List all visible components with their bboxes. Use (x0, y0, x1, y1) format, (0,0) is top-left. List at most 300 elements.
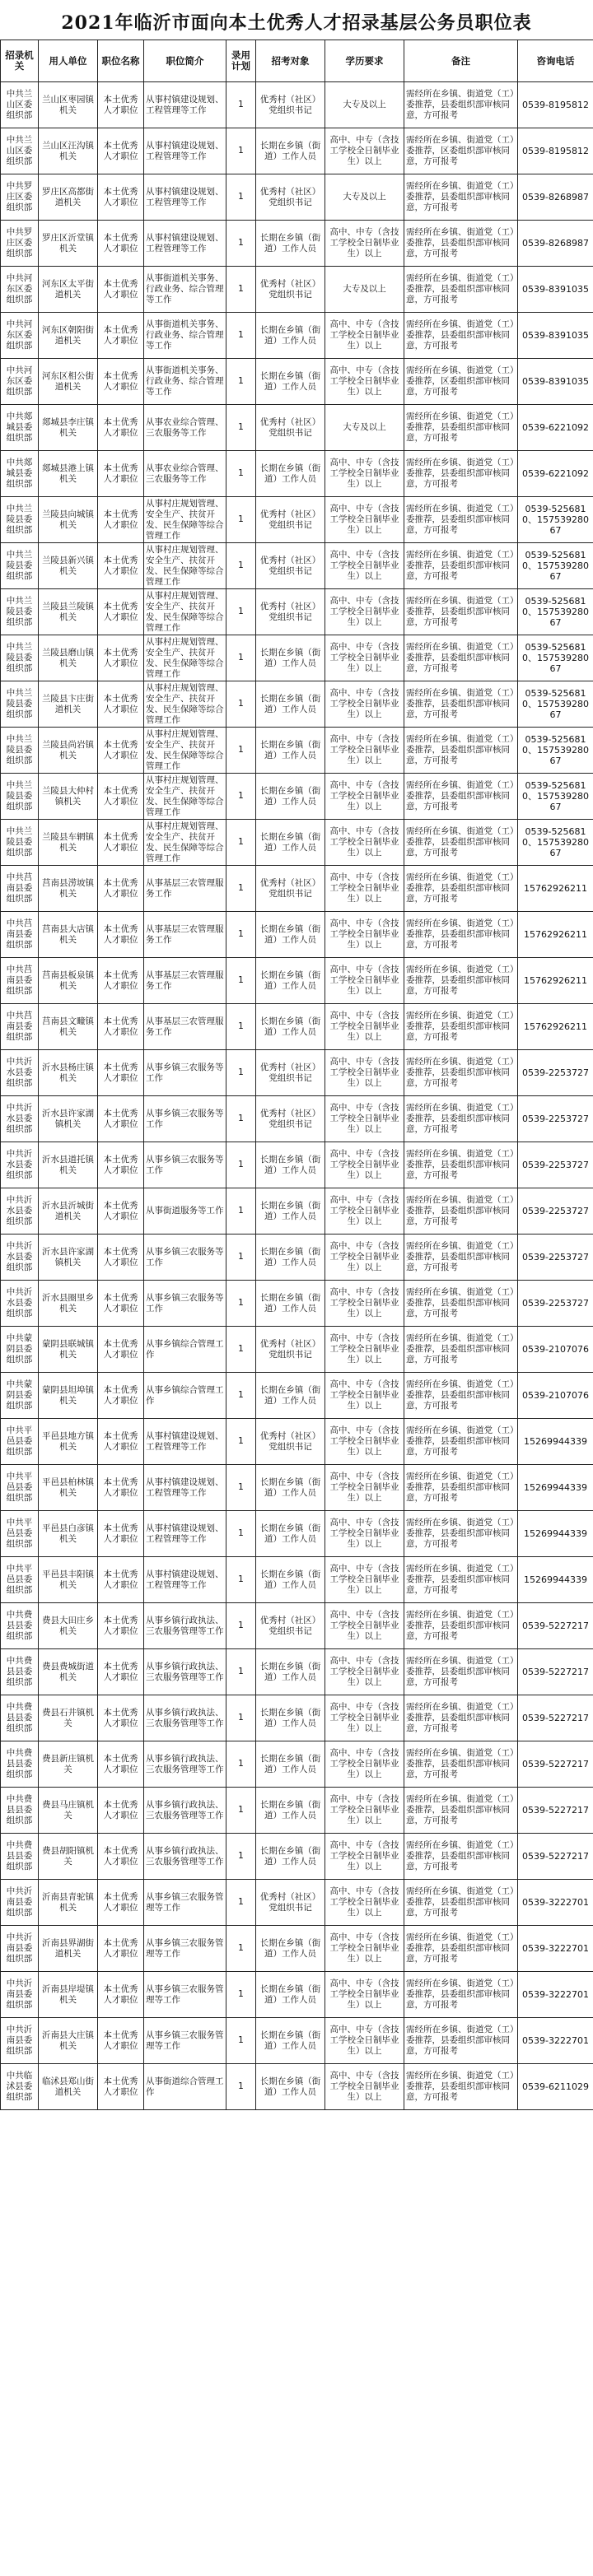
recruiting-agency-cell: 中共莒南县委组织部 (1, 912, 39, 958)
phone-cell: 15269944339 (518, 1557, 593, 1603)
phone-cell: 0539-5256810、15753928067 (518, 820, 593, 866)
employer-unit-cell: 莒南县大店镇机关 (39, 912, 98, 958)
remarks-cell: 需经所在乡镇、街道党（工）委推荐，县委组织部审核同意，方可报考 (404, 1695, 518, 1741)
recruiting-agency-cell: 中共蒙阴县委组织部 (1, 1373, 39, 1419)
position-intro-cell: 从事乡镇行政执法、三农服务管理等工作 (144, 1603, 226, 1649)
recruiting-agency-cell: 中共兰山区委组织部 (1, 128, 39, 174)
hiring-plan-cell: 1 (226, 1188, 256, 1235)
recruiting-agency-cell: 中共兰陵县委组织部 (1, 497, 39, 543)
target-applicants-cell: 长期在乡镇（街道）工作人员 (256, 1741, 325, 1788)
phone-cell: 15269944339 (518, 1511, 593, 1557)
table-row (1, 451, 593, 497)
employer-unit-cell: 沂水县道托镇机关 (39, 1142, 98, 1188)
employer-unit-cell: 平邑县地方镇机关 (39, 1419, 98, 1465)
remarks-cell: 需经所在乡镇、街道党（工）委推荐，县委组织部审核同意，方可报考 (404, 1419, 518, 1465)
remarks-cell: 需经所在乡镇、街道党（工）委推荐，区委组织部审核同意，方可报考 (404, 128, 518, 174)
target-applicants-cell: 长期在乡镇（街道）工作人员 (256, 1834, 325, 1880)
phone-cell: 0539-8391035 (518, 267, 593, 313)
recruiting-agency-cell: 中共兰陵县委组织部 (1, 635, 39, 681)
employer-unit-cell: 兰陵县尚岩镇机关 (39, 728, 98, 774)
remarks-cell: 需经所在乡镇、街道党（工）委推荐，县委组织部审核同意，方可报考 (404, 728, 518, 774)
target-applicants-cell: 长期在乡镇（街道）工作人员 (256, 1373, 325, 1419)
hiring-plan-cell: 1 (226, 405, 256, 451)
position-intro-cell: 从事基层三农管理服务工作 (144, 866, 226, 912)
remarks-cell: 需经所在乡镇、街道党（工）委推荐，县委组织部审核同意，方可报考 (404, 2064, 518, 2110)
position-intro-cell: 从事基层三农管理服务工作 (144, 912, 226, 958)
phone-cell: 0539-5227217 (518, 1649, 593, 1695)
phone-cell: 0539-3222701 (518, 1880, 593, 1926)
hiring-plan-cell: 1 (226, 451, 256, 497)
position-name-cell: 本土优秀人才职位 (98, 774, 144, 820)
table-row (1, 313, 593, 359)
remarks-cell: 需经所在乡镇、街道党（工）委推荐，县委组织部审核同意，方可报考 (404, 635, 518, 681)
hiring-plan-cell: 1 (226, 1235, 256, 1281)
recruiting-agency-cell: 中共沂南县委组织部 (1, 1880, 39, 1926)
table-row (1, 1649, 593, 1695)
recruiting-agency-cell: 中共沂南县委组织部 (1, 2018, 39, 2064)
hiring-plan-cell: 1 (226, 589, 256, 635)
recruiting-agency-cell: 中共河东区委组织部 (1, 267, 39, 313)
target-applicants-cell: 优秀村（社区）党组织书记 (256, 589, 325, 635)
remarks-cell: 需经所在乡镇、街道党（工）委推荐，县委组织部审核同意，方可报考 (404, 1834, 518, 1880)
employer-unit-cell: 郯城县港上镇机关 (39, 451, 98, 497)
hiring-plan-cell: 1 (226, 2018, 256, 2064)
recruiting-agency-cell: 中共罗庄区委组织部 (1, 221, 39, 267)
target-applicants-cell: 长期在乡镇（街道）工作人员 (256, 1281, 325, 1327)
position-name-cell: 本土优秀人才职位 (98, 912, 144, 958)
position-name-cell: 本土优秀人才职位 (98, 728, 144, 774)
target-applicants-cell: 长期在乡镇（街道）工作人员 (256, 2018, 325, 2064)
position-name-cell: 本土优秀人才职位 (98, 267, 144, 313)
recruiting-agency-cell: 中共兰陵县委组织部 (1, 728, 39, 774)
position-name-cell: 本土优秀人才职位 (98, 1649, 144, 1695)
table-row (1, 1096, 593, 1142)
employer-unit-cell: 沂水县许家湖镇机关 (39, 1096, 98, 1142)
phone-cell: 0539-5256810、15753928067 (518, 543, 593, 589)
remarks-cell: 需经所在乡镇、街道党（工）委推荐，县委组织部审核同意，方可报考 (404, 1373, 518, 1419)
position-intro-cell: 从事基层三农管理服务工作 (144, 1004, 226, 1050)
position-name-cell: 本土优秀人才职位 (98, 1281, 144, 1327)
table-row (1, 359, 593, 405)
phone-cell: 0539-5227217 (518, 1788, 593, 1834)
position-intro-cell: 从事乡镇行政执法、三农服务管理等工作 (144, 1695, 226, 1741)
phone-cell: 0539-5256810、15753928067 (518, 635, 593, 681)
phone-cell: 0539-5256810、15753928067 (518, 681, 593, 728)
phone-cell: 0539-8391035 (518, 359, 593, 405)
position-name-cell: 本土优秀人才职位 (98, 405, 144, 451)
table-row (1, 2018, 593, 2064)
target-applicants-cell: 长期在乡镇（街道）工作人员 (256, 635, 325, 681)
table-row (1, 1695, 593, 1741)
employer-unit-cell: 罗庄区高都街道机关 (39, 174, 98, 221)
table-row (1, 866, 593, 912)
position-intro-cell: 从事街道机关事务、行政业务、综合管理等工作 (144, 359, 226, 405)
phone-cell: 0539-6221092 (518, 405, 593, 451)
education-requirement-cell: 高中、中专（含技工学校全日制毕业生）以上 (325, 1695, 404, 1741)
remarks-cell: 需经所在乡镇、街道党（工）委推荐，县委组织部审核同意，方可报考 (404, 1741, 518, 1788)
table-row (1, 728, 593, 774)
education-requirement-cell: 高中、中专（含技工学校全日制毕业生）以上 (325, 1834, 404, 1880)
target-applicants-cell: 长期在乡镇（街道）工作人员 (256, 681, 325, 728)
position-intro-cell: 从事村镇建设规划、工程管理等工作 (144, 1511, 226, 1557)
target-applicants-cell: 长期在乡镇（街道）工作人员 (256, 1004, 325, 1050)
hiring-plan-cell: 1 (226, 1972, 256, 2018)
position-name-cell: 本土优秀人才职位 (98, 1004, 144, 1050)
hiring-plan-cell: 1 (226, 635, 256, 681)
table-row (1, 589, 593, 635)
position-intro-cell: 从事村庄规划管理、安全生产、扶贫开发、民生保障等综合管理工作 (144, 681, 226, 728)
position-name-cell: 本土优秀人才职位 (98, 1235, 144, 1281)
column-header: 备注 (404, 40, 518, 82)
remarks-cell: 需经所在乡镇、街道党（工）委推荐，县委组织部审核同意，方可报考 (404, 543, 518, 589)
position-name-cell: 本土优秀人才职位 (98, 1741, 144, 1788)
recruiting-agency-cell: 中共费县县委组织部 (1, 1788, 39, 1834)
hiring-plan-cell: 1 (226, 1649, 256, 1695)
position-name-cell: 本土优秀人才职位 (98, 2018, 144, 2064)
position-intro-cell: 从事乡镇三农服务等工作 (144, 1235, 226, 1281)
position-name-cell: 本土优秀人才职位 (98, 1972, 144, 2018)
recruiting-agency-cell: 中共兰陵县委组织部 (1, 820, 39, 866)
hiring-plan-cell: 1 (226, 958, 256, 1004)
education-requirement-cell: 高中、中专（含技工学校全日制毕业生）以上 (325, 1557, 404, 1603)
column-header: 咨询电话 (518, 40, 593, 82)
column-header: 招录机关 (1, 40, 39, 82)
remarks-cell: 需经所在乡镇、街道党（工）委推荐，县委组织部审核同意，方可报考 (404, 1972, 518, 2018)
employer-unit-cell: 河东区太平街道机关 (39, 267, 98, 313)
employer-unit-cell: 兰陵县车辋镇机关 (39, 820, 98, 866)
hiring-plan-cell: 1 (226, 543, 256, 589)
position-intro-cell: 从事乡镇三农服务管理等工作 (144, 1926, 226, 1972)
remarks-cell: 需经所在乡镇、街道党（工）委推荐，县委组织部审核同意，方可报考 (404, 820, 518, 866)
position-name-cell: 本土优秀人才职位 (98, 1926, 144, 1972)
table-row (1, 1926, 593, 1972)
recruiting-agency-cell: 中共兰陵县委组织部 (1, 589, 39, 635)
target-applicants-cell: 优秀村（社区）党组织书记 (256, 497, 325, 543)
remarks-cell: 需经所在乡镇、街道党（工）委推荐，县委组织部审核同意，方可报考 (404, 497, 518, 543)
target-applicants-cell: 长期在乡镇（街道）工作人员 (256, 1235, 325, 1281)
education-requirement-cell: 大专及以上 (325, 405, 404, 451)
education-requirement-cell: 高中、中专（含技工学校全日制毕业生）以上 (325, 221, 404, 267)
phone-cell: 0539-5227217 (518, 1741, 593, 1788)
remarks-cell: 需经所在乡镇、街道党（工）委推荐，县委组织部审核同意，方可报考 (404, 82, 518, 128)
target-applicants-cell: 长期在乡镇（街道）工作人员 (256, 451, 325, 497)
education-requirement-cell: 高中、中专（含技工学校全日制毕业生）以上 (325, 359, 404, 405)
remarks-cell: 需经所在乡镇、街道党（工）委推荐，县委组织部审核同意，方可报考 (404, 1649, 518, 1695)
recruiting-agency-cell: 中共蒙阴县委组织部 (1, 1327, 39, 1373)
table-row (1, 1834, 593, 1880)
remarks-cell: 需经所在乡镇、街道党（工）委推荐，县委组织部审核同意，方可报考 (404, 1880, 518, 1926)
phone-cell: 15762926211 (518, 912, 593, 958)
recruiting-agency-cell: 中共沂水县委组织部 (1, 1281, 39, 1327)
recruiting-agency-cell: 中共兰陵县委组织部 (1, 774, 39, 820)
target-applicants-cell: 优秀村（社区）党组织书记 (256, 543, 325, 589)
position-name-cell: 本土优秀人才职位 (98, 1788, 144, 1834)
remarks-cell: 需经所在乡镇、街道党（工）委推荐，县委组织部审核同意，方可报考 (404, 405, 518, 451)
position-intro-cell: 从事村庄规划管理、安全生产、扶贫开发、民生保障等综合管理工作 (144, 497, 226, 543)
table-row (1, 820, 593, 866)
phone-cell: 0539-2253727 (518, 1188, 593, 1235)
position-name-cell: 本土优秀人才职位 (98, 866, 144, 912)
phone-cell: 0539-8195812 (518, 82, 593, 128)
target-applicants-cell: 长期在乡镇（街道）工作人员 (256, 1465, 325, 1511)
remarks-cell: 需经所在乡镇、街道党（工）委推荐，县委组织部审核同意，方可报考 (404, 451, 518, 497)
position-name-cell: 本土优秀人才职位 (98, 128, 144, 174)
phone-cell: 0539-2107076 (518, 1327, 593, 1373)
column-header: 职位名称 (98, 40, 144, 82)
remarks-cell: 需经所在乡镇、街道党（工）委推荐，县委组织部审核同意，方可报考 (404, 1096, 518, 1142)
hiring-plan-cell: 1 (226, 1880, 256, 1926)
recruiting-agency-cell: 中共费县县委组织部 (1, 1649, 39, 1695)
employer-unit-cell: 沂水县沂城街道机关 (39, 1188, 98, 1235)
table-row (1, 1788, 593, 1834)
employer-unit-cell: 费县费城街道机关 (39, 1649, 98, 1695)
position-name-cell: 本土优秀人才职位 (98, 1096, 144, 1142)
position-intro-cell: 从事村庄规划管理、安全生产、扶贫开发、民生保障等综合管理工作 (144, 543, 226, 589)
table-row (1, 1004, 593, 1050)
remarks-cell: 需经所在乡镇、街道党（工）委推荐，县委组织部审核同意，方可报考 (404, 1465, 518, 1511)
position-intro-cell: 从事街道服务等工作 (144, 1188, 226, 1235)
employer-unit-cell: 沂南县岸堤镇机关 (39, 1972, 98, 2018)
phone-cell: 0539-2253727 (518, 1142, 593, 1188)
remarks-cell: 需经所在乡镇、街道党（工）委推荐，县委组织部审核同意，方可报考 (404, 1327, 518, 1373)
hiring-plan-cell: 1 (226, 1695, 256, 1741)
recruiting-agency-cell: 中共平邑县委组织部 (1, 1511, 39, 1557)
hiring-plan-cell: 1 (226, 359, 256, 405)
remarks-cell: 需经所在乡镇、街道党（工）委推荐，县委组织部审核同意，方可报考 (404, 1142, 518, 1188)
hiring-plan-cell: 1 (226, 866, 256, 912)
recruiting-agency-cell: 中共兰陵县委组织部 (1, 543, 39, 589)
remarks-cell: 需经所在乡镇、街道党（工）委推荐，县委组织部审核同意，方可报考 (404, 1788, 518, 1834)
remarks-cell: 需经所在乡镇、街道党（工）委推荐，县委组织部审核同意，方可报考 (404, 1926, 518, 1972)
employer-unit-cell: 莒南县文疃镇机关 (39, 1004, 98, 1050)
education-requirement-cell: 高中、中专（含技工学校全日制毕业生）以上 (325, 1465, 404, 1511)
position-name-cell: 本土优秀人才职位 (98, 681, 144, 728)
education-requirement-cell: 高中、中专（含技工学校全日制毕业生）以上 (325, 820, 404, 866)
employer-unit-cell: 沂南县青驼镇机关 (39, 1880, 98, 1926)
recruiting-agency-cell: 中共沂水县委组织部 (1, 1050, 39, 1096)
remarks-cell: 需经所在乡镇、街道党（工）委推荐，县委组织部审核同意，方可报考 (404, 681, 518, 728)
education-requirement-cell: 高中、中专（含技工学校全日制毕业生）以上 (325, 1649, 404, 1695)
table-row (1, 635, 593, 681)
education-requirement-cell: 高中、中专（含技工学校全日制毕业生）以上 (325, 1004, 404, 1050)
remarks-cell: 需经所在乡镇、街道党（工）委推荐，县委组织部审核同意，方可报考 (404, 174, 518, 221)
target-applicants-cell: 优秀村（社区）党组织书记 (256, 1603, 325, 1649)
remarks-cell: 需经所在乡镇、街道党（工）委推荐，县委组织部审核同意，方可报考 (404, 1004, 518, 1050)
target-applicants-cell: 长期在乡镇（街道）工作人员 (256, 1188, 325, 1235)
hiring-plan-cell: 1 (226, 1419, 256, 1465)
table-row (1, 912, 593, 958)
recruiting-agency-cell: 中共费县县委组织部 (1, 1834, 39, 1880)
employer-unit-cell: 蒙阴县联城镇机关 (39, 1327, 98, 1373)
target-applicants-cell: 长期在乡镇（街道）工作人员 (256, 1788, 325, 1834)
employer-unit-cell: 费县马庄镇机关 (39, 1788, 98, 1834)
position-name-cell: 本土优秀人才职位 (98, 174, 144, 221)
table-row (1, 543, 593, 589)
employer-unit-cell: 费县大田庄乡机关 (39, 1603, 98, 1649)
remarks-cell: 需经所在乡镇、街道党（工）委推荐，县委组织部审核同意，方可报考 (404, 1603, 518, 1649)
hiring-plan-cell: 1 (226, 174, 256, 221)
education-requirement-cell: 高中、中专（含技工学校全日制毕业生）以上 (325, 681, 404, 728)
table-row (1, 958, 593, 1004)
remarks-cell: 需经所在乡镇、街道党（工）委推荐，县委组织部审核同意，方可报考 (404, 267, 518, 313)
position-intro-cell: 从事乡镇三农服务管理等工作 (144, 1880, 226, 1926)
employer-unit-cell: 沂南县大庄镇机关 (39, 2018, 98, 2064)
remarks-cell: 需经所在乡镇、街道党（工）委推荐，区委组织部审核同意，方可报考 (404, 359, 518, 405)
recruiting-agency-cell: 中共平邑县委组织部 (1, 1465, 39, 1511)
table-body (1, 82, 593, 2110)
remarks-cell: 需经所在乡镇、街道党（工）委推荐，县委组织部审核同意，方可报考 (404, 866, 518, 912)
table-row (1, 174, 593, 221)
phone-cell: 0539-2253727 (518, 1281, 593, 1327)
education-requirement-cell: 高中、中专（含技工学校全日制毕业生）以上 (325, 635, 404, 681)
target-applicants-cell: 长期在乡镇（街道）工作人员 (256, 2064, 325, 2110)
employer-unit-cell: 兰山区枣园镇机关 (39, 82, 98, 128)
recruiting-agency-cell: 中共费县县委组织部 (1, 1603, 39, 1649)
phone-cell: 15269944339 (518, 1465, 593, 1511)
employer-unit-cell: 费县新庄镇机关 (39, 1741, 98, 1788)
table-row (1, 1050, 593, 1096)
recruiting-agency-cell: 中共沂水县委组织部 (1, 1096, 39, 1142)
education-requirement-cell: 高中、中专（含技工学校全日制毕业生）以上 (325, 1926, 404, 1972)
target-applicants-cell: 优秀村（社区）党组织书记 (256, 405, 325, 451)
phone-cell: 0539-5256810、15753928067 (518, 728, 593, 774)
hiring-plan-cell: 1 (226, 1281, 256, 1327)
phone-cell: 0539-3222701 (518, 2018, 593, 2064)
employer-unit-cell: 莒南县涝坡镇机关 (39, 866, 98, 912)
remarks-cell: 需经所在乡镇、街道党（工）委推荐，县委组织部审核同意，方可报考 (404, 313, 518, 359)
remarks-cell: 需经所在乡镇、街道党（工）委推荐，县委组织部审核同意，方可报考 (404, 589, 518, 635)
table-row (1, 1741, 593, 1788)
position-name-cell: 本土优秀人才职位 (98, 451, 144, 497)
employer-unit-cell: 临沭县郑山街道机关 (39, 2064, 98, 2110)
position-intro-cell: 从事村镇建设规划、工程管理等工作 (144, 1419, 226, 1465)
remarks-cell: 需经所在乡镇、街道党（工）委推荐，县委组织部审核同意，方可报考 (404, 1188, 518, 1235)
target-applicants-cell: 长期在乡镇（街道）工作人员 (256, 128, 325, 174)
position-intro-cell: 从事村庄规划管理、安全生产、扶贫开发、民生保障等综合管理工作 (144, 589, 226, 635)
position-name-cell: 本土优秀人才职位 (98, 2064, 144, 2110)
employer-unit-cell: 兰陵县大仲村镇机关 (39, 774, 98, 820)
recruiting-agency-cell: 中共莒南县委组织部 (1, 1004, 39, 1050)
hiring-plan-cell: 1 (226, 1926, 256, 1972)
remarks-cell: 需经所在乡镇、街道党（工）委推荐，县委组织部审核同意，方可报考 (404, 1511, 518, 1557)
position-intro-cell: 从事村镇建设规划、工程管理等工作 (144, 82, 226, 128)
education-requirement-cell: 大专及以上 (325, 267, 404, 313)
position-intro-cell: 从事基层三农管理服务工作 (144, 958, 226, 1004)
column-header: 学历要求 (325, 40, 404, 82)
education-requirement-cell: 大专及以上 (325, 82, 404, 128)
phone-cell: 0539-8391035 (518, 313, 593, 359)
remarks-cell: 需经所在乡镇、街道党（工）委推荐，县委组织部审核同意，方可报考 (404, 1281, 518, 1327)
target-applicants-cell: 长期在乡镇（街道）工作人员 (256, 912, 325, 958)
table-row (1, 1880, 593, 1926)
recruiting-agency-cell: 中共沂南县委组织部 (1, 1926, 39, 1972)
position-intro-cell: 从事村庄规划管理、安全生产、扶贫开发、民生保障等综合管理工作 (144, 774, 226, 820)
position-name-cell: 本土优秀人才职位 (98, 820, 144, 866)
position-intro-cell: 从事乡镇综合管理工作 (144, 1373, 226, 1419)
education-requirement-cell: 高中、中专（含技工学校全日制毕业生）以上 (325, 313, 404, 359)
position-intro-cell: 从事乡镇行政执法、三农服务管理等工作 (144, 1741, 226, 1788)
target-applicants-cell: 长期在乡镇（街道）工作人员 (256, 1557, 325, 1603)
position-name-cell: 本土优秀人才职位 (98, 82, 144, 128)
education-requirement-cell: 高中、中专（含技工学校全日制毕业生）以上 (325, 866, 404, 912)
hiring-plan-cell: 1 (226, 728, 256, 774)
table-row (1, 497, 593, 543)
target-applicants-cell: 长期在乡镇（街道）工作人员 (256, 1142, 325, 1188)
target-applicants-cell: 长期在乡镇（街道）工作人员 (256, 221, 325, 267)
position-intro-cell: 从事街道机关事务、行政业务、综合管理等工作 (144, 313, 226, 359)
target-applicants-cell: 优秀村（社区）党组织书记 (256, 267, 325, 313)
hiring-plan-cell: 1 (226, 1557, 256, 1603)
recruiting-agency-cell: 中共沂水县委组织部 (1, 1188, 39, 1235)
position-name-cell: 本土优秀人才职位 (98, 1511, 144, 1557)
phone-cell: 0539-2253727 (518, 1235, 593, 1281)
table-row (1, 1603, 593, 1649)
table-header-row (1, 40, 593, 82)
hiring-plan-cell: 1 (226, 221, 256, 267)
recruiting-agency-cell: 中共沂南县委组织部 (1, 1972, 39, 2018)
education-requirement-cell: 高中、中专（含技工学校全日制毕业生）以上 (325, 1142, 404, 1188)
hiring-plan-cell: 1 (226, 1096, 256, 1142)
table-row (1, 1972, 593, 2018)
target-applicants-cell: 优秀村（社区）党组织书记 (256, 82, 325, 128)
position-intro-cell: 从事乡镇综合管理工作 (144, 1327, 226, 1373)
hiring-plan-cell: 1 (226, 1142, 256, 1188)
position-name-cell: 本土优秀人才职位 (98, 221, 144, 267)
target-applicants-cell: 优秀村（社区）党组织书记 (256, 1327, 325, 1373)
table-row (1, 1557, 593, 1603)
employer-unit-cell: 兰陵县向城镇机关 (39, 497, 98, 543)
employer-unit-cell: 沂水县圈里乡机关 (39, 1281, 98, 1327)
phone-cell: 0539-8268987 (518, 221, 593, 267)
hiring-plan-cell: 1 (226, 774, 256, 820)
education-requirement-cell: 高中、中专（含技工学校全日制毕业生）以上 (325, 1235, 404, 1281)
position-name-cell: 本土优秀人才职位 (98, 543, 144, 589)
education-requirement-cell: 高中、中专（含技工学校全日制毕业生）以上 (325, 1050, 404, 1096)
target-applicants-cell: 长期在乡镇（街道）工作人员 (256, 1972, 325, 2018)
position-intro-cell: 从事村镇建设规划、工程管理等工作 (144, 1465, 226, 1511)
position-intro-cell: 从事乡镇三农服务等工作 (144, 1281, 226, 1327)
target-applicants-cell: 长期在乡镇（街道）工作人员 (256, 313, 325, 359)
education-requirement-cell: 高中、中专（含技工学校全日制毕业生）以上 (325, 774, 404, 820)
target-applicants-cell: 优秀村（社区）党组织书记 (256, 866, 325, 912)
hiring-plan-cell: 1 (226, 1327, 256, 1373)
remarks-cell: 需经所在乡镇、街道党（工）委推荐，县委组织部审核同意，方可报考 (404, 912, 518, 958)
position-intro-cell: 从事乡镇三农服务等工作 (144, 1142, 226, 1188)
recruiting-agency-cell: 中共平邑县委组织部 (1, 1557, 39, 1603)
employer-unit-cell: 河东区相公街道机关 (39, 359, 98, 405)
position-intro-cell: 从事街道机关事务、行政业务、综合管理等工作 (144, 267, 226, 313)
education-requirement-cell: 高中、中专（含技工学校全日制毕业生）以上 (325, 1741, 404, 1788)
employer-unit-cell: 沂水县杨庄镇机关 (39, 1050, 98, 1096)
education-requirement-cell: 高中、中专（含技工学校全日制毕业生）以上 (325, 497, 404, 543)
phone-cell: 0539-6211029 (518, 2064, 593, 2110)
recruiting-agency-cell: 中共罗庄区委组织部 (1, 174, 39, 221)
recruiting-agency-cell: 中共河东区委组织部 (1, 359, 39, 405)
position-intro-cell: 从事村镇建设规划、工程管理等工作 (144, 221, 226, 267)
position-intro-cell: 从事村镇建设规划、工程管理等工作 (144, 174, 226, 221)
target-applicants-cell: 长期在乡镇（街道）工作人员 (256, 1511, 325, 1557)
education-requirement-cell: 高中、中专（含技工学校全日制毕业生）以上 (325, 1603, 404, 1649)
education-requirement-cell: 高中、中专（含技工学校全日制毕业生）以上 (325, 1281, 404, 1327)
education-requirement-cell: 高中、中专（含技工学校全日制毕业生）以上 (325, 958, 404, 1004)
hiring-plan-cell: 1 (226, 267, 256, 313)
target-applicants-cell: 长期在乡镇（街道）工作人员 (256, 774, 325, 820)
position-name-cell: 本土优秀人才职位 (98, 635, 144, 681)
position-intro-cell: 从事村庄规划管理、安全生产、扶贫开发、民生保障等综合管理工作 (144, 635, 226, 681)
education-requirement-cell: 高中、中专（含技工学校全日制毕业生）以上 (325, 1788, 404, 1834)
recruiting-agency-cell: 中共沂水县委组织部 (1, 1142, 39, 1188)
education-requirement-cell: 高中、中专（含技工学校全日制毕业生）以上 (325, 728, 404, 774)
